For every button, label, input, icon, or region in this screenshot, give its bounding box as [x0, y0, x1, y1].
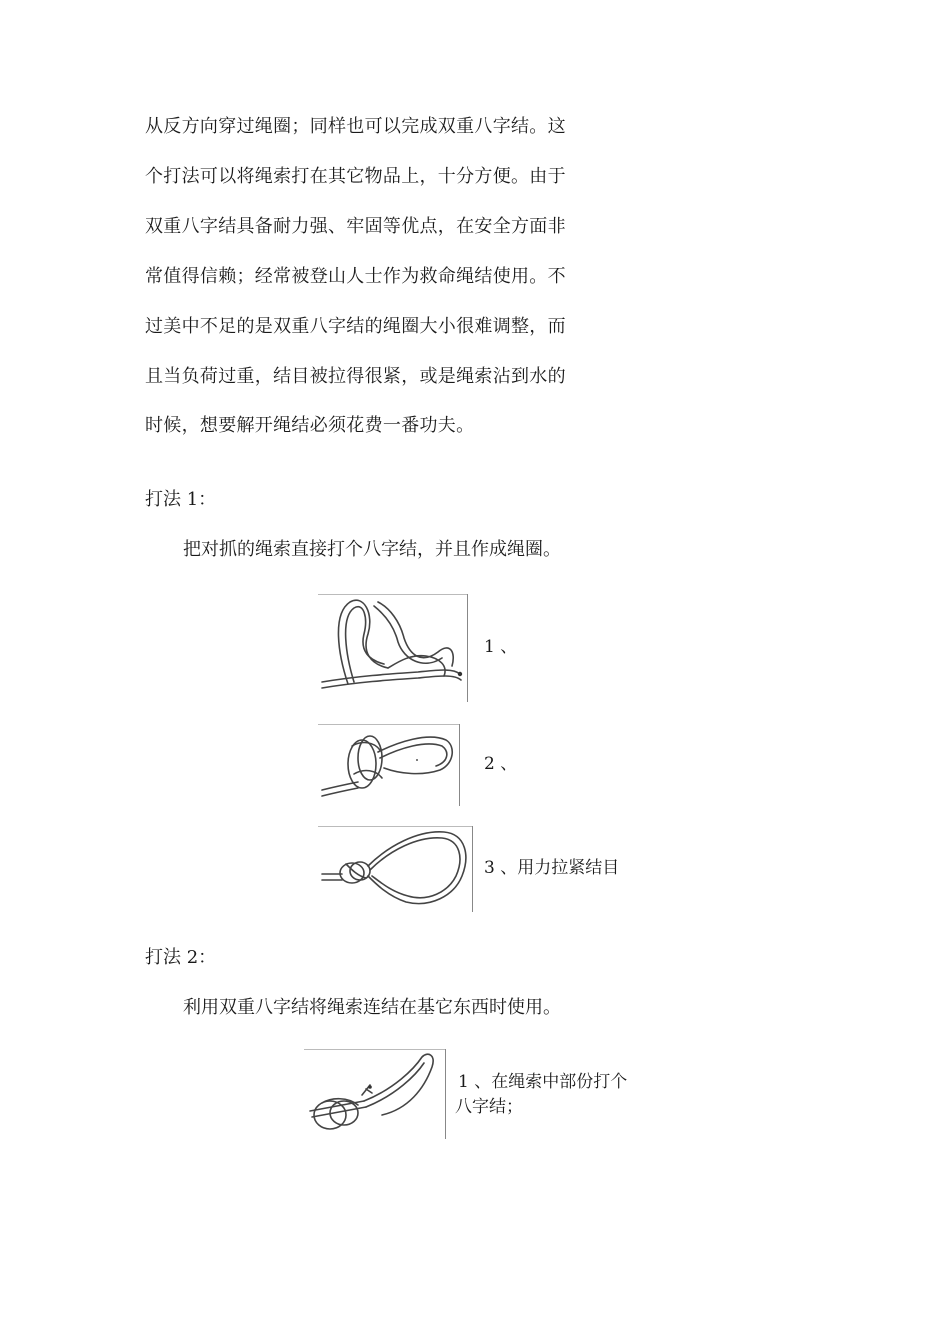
intro-line-4: 常值得信赖；经常被登山人士作为救命绳结使用。不 [145, 266, 566, 287]
method1-step3-label: 3 、用力拉紧结目 [484, 858, 620, 878]
method2-heading: 打法 2： [145, 947, 217, 968]
rope-figure-eight-step1-illustration [318, 594, 468, 702]
method1-step2-label: 2 、 [484, 754, 518, 774]
intro-line-3: 双重八字结具备耐力强、牢固等优点，在安全方面非 [145, 216, 566, 237]
rope-figure-eight-midline-illustration [304, 1049, 446, 1139]
rope-figure-eight-step2-illustration [318, 724, 460, 806]
method1-step1-label: 1 、 [484, 637, 518, 657]
intro-line-1: 从反方向穿过绳圈；同样也可以完成双重八字结。这 [145, 116, 566, 137]
intro-line-6: 且当负荷过重，结目被拉得很紧，或是绳索沾到水的 [145, 366, 566, 387]
intro-line-5: 过美中不足的是双重八字结的绳圈大小很难调整，而 [145, 316, 566, 337]
method1-description: 把对抓的绳索直接打个八字结，并且作成绳圈。 [183, 539, 561, 560]
rope-step2-icon [318, 724, 460, 806]
method2-step1-label-line1: 1 、在绳索中部份打个 [458, 1072, 628, 1092]
rope-step1-icon [318, 594, 468, 702]
intro-line-2: 个打法可以将绳索打在其它物品上，十分方便。由于 [145, 166, 566, 187]
method2-step1-label-line2: 八字结； [455, 1097, 523, 1117]
method1-heading: 打法 1： [145, 489, 217, 510]
rope-figure-eight-loop-tightened-illustration [318, 826, 473, 912]
rope-midline-knot-icon [304, 1049, 446, 1139]
rope-step3-icon [318, 826, 473, 912]
intro-line-7: 时候，想要解开绳结必须花费一番功夫。 [145, 415, 475, 436]
method2-description: 利用双重八字结将绳索连结在基它东西时使用。 [183, 997, 561, 1018]
